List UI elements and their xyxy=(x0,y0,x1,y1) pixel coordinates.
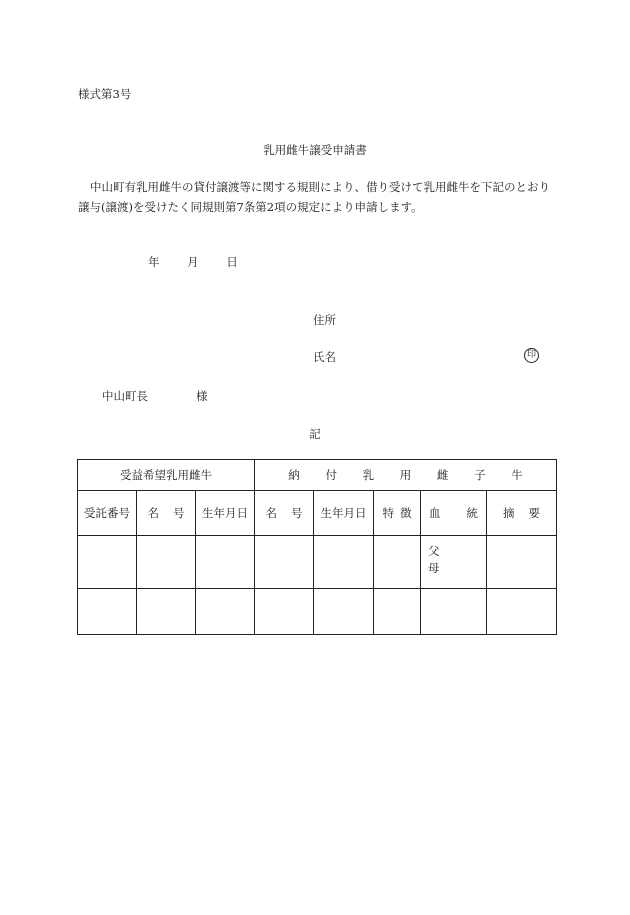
table-cell xyxy=(78,589,137,635)
table-cell xyxy=(255,536,314,589)
lineage-father: 父 xyxy=(428,544,440,558)
address-label: 住所 xyxy=(313,313,336,327)
col-char: 統 xyxy=(466,506,478,520)
group-right-char: 付 xyxy=(325,468,337,482)
group-right-char: 乳 xyxy=(362,468,375,482)
table-column-header xyxy=(78,491,557,536)
col-birth-1: 生年月日 xyxy=(196,491,255,536)
name-label: 氏名 xyxy=(313,350,336,364)
table-cell xyxy=(374,536,421,589)
col-remarks xyxy=(487,491,557,536)
lineage-mother: 母 xyxy=(428,561,440,575)
table-cell xyxy=(137,536,196,589)
col-char: 特 xyxy=(382,506,394,520)
table-cell xyxy=(78,536,137,589)
col-feature xyxy=(374,491,421,536)
group-right-header xyxy=(255,460,557,491)
col-char: 号 xyxy=(173,506,185,520)
col-name-2 xyxy=(255,491,314,536)
group-right-char: 納 xyxy=(288,468,300,482)
col-char: 要 xyxy=(528,506,541,520)
col-char: 摘 xyxy=(503,506,515,520)
col-birth-2: 生年月日 xyxy=(314,491,374,536)
table-cell xyxy=(137,589,196,635)
col-trust-no: 受託番号 xyxy=(78,491,137,536)
date-day: 日 xyxy=(226,255,238,269)
seal-mark: 印 xyxy=(524,348,539,363)
form-number: 様式第3号 xyxy=(78,87,132,101)
date-month: 月 xyxy=(187,255,199,269)
date-line xyxy=(148,254,238,270)
table-group-header xyxy=(78,460,557,491)
table-row xyxy=(78,536,557,589)
cattle-table xyxy=(77,459,557,635)
addressee: 中山町長 xyxy=(102,389,148,403)
group-left-header: 受益希望乳用雌牛 xyxy=(78,460,255,491)
ki-label: 記 xyxy=(309,427,321,441)
date-year: 年 xyxy=(148,255,160,269)
group-right-char: 牛 xyxy=(511,468,523,482)
col-char: 名 xyxy=(265,506,277,520)
table-cell xyxy=(374,589,421,635)
table-cell xyxy=(487,589,557,635)
col-lineage xyxy=(421,491,487,536)
lineage-cell xyxy=(421,536,487,589)
group-right-char: 用 xyxy=(399,468,412,482)
table-cell xyxy=(421,589,487,635)
body-text: 中山町有乳用雌牛の貸付譲渡等に関する規則により、借り受けて乳用雌牛を下記のとおり譲与(譲渡)を受けたく同規則第7条第2項の規定により申請します。 xyxy=(78,180,550,214)
table-cell xyxy=(487,536,557,589)
group-right-char: 子 xyxy=(474,468,486,482)
group-right-char: 雌 xyxy=(436,468,449,482)
col-name-1 xyxy=(137,491,196,536)
table-cell xyxy=(314,536,374,589)
table-cell xyxy=(255,589,314,635)
col-char: 号 xyxy=(291,506,303,520)
table-cell xyxy=(196,589,255,635)
col-char: 徴 xyxy=(400,506,412,520)
addressee-honorific: 様 xyxy=(196,389,208,403)
table-cell xyxy=(314,589,374,635)
col-char: 血 xyxy=(429,506,441,520)
table-cell xyxy=(196,536,255,589)
document-title: 乳用雌牛譲受申請書 xyxy=(263,143,367,157)
col-char: 名 xyxy=(147,506,159,520)
table-row xyxy=(78,589,557,635)
